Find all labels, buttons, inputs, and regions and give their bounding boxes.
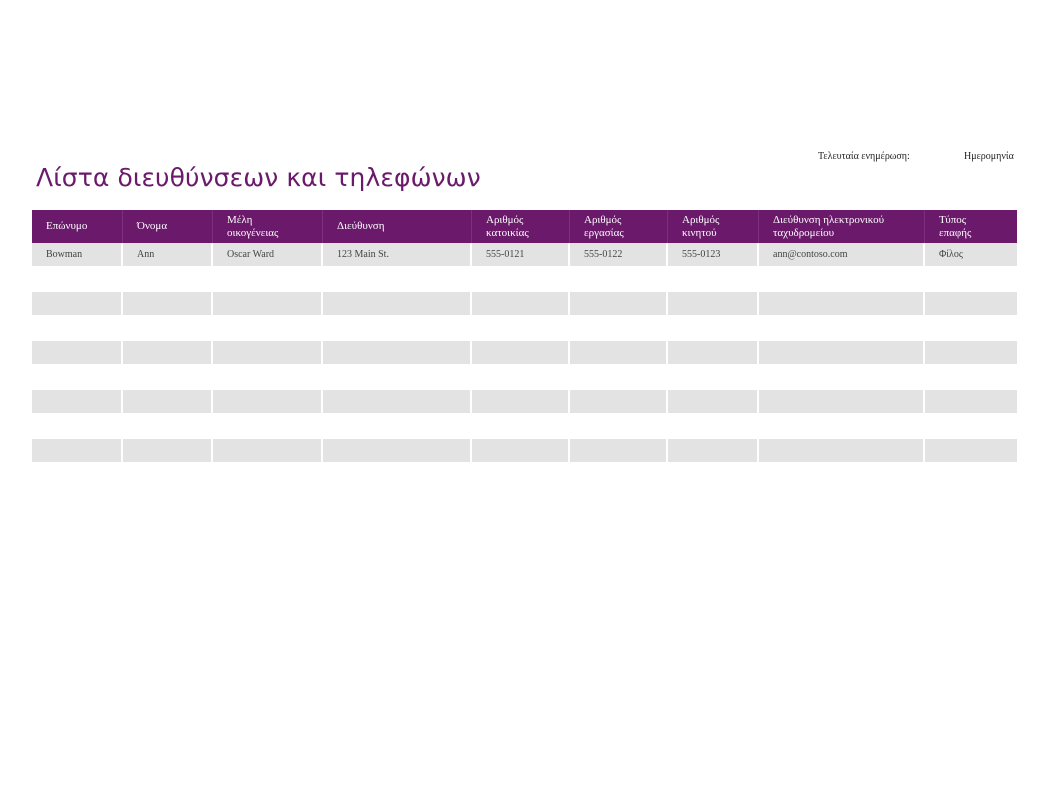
cell-email[interactable] [759,439,925,462]
cell-work-phone[interactable] [570,266,668,292]
cell-last-name[interactable] [32,341,123,364]
cell-address[interactable] [323,439,472,462]
cell-contact-type[interactable] [925,413,1017,439]
cell-address[interactable] [323,315,472,341]
cell-email[interactable] [759,413,925,439]
table-row [32,243,1017,266]
cell-work-phone[interactable] [570,315,668,341]
cell-work-phone[interactable]: 555-0122 [570,243,668,266]
cell-mobile-phone[interactable] [668,292,759,315]
cell-family-members[interactable] [213,439,323,462]
cell-first-name[interactable] [123,341,213,364]
cell-email[interactable] [759,266,925,292]
cell-contact-type[interactable] [925,364,1017,390]
cell-home-phone[interactable] [472,341,570,364]
cell-family-members[interactable] [213,266,323,292]
last-updated-date[interactable]: Ημερομηνία [964,151,1014,162]
cell-address[interactable] [323,390,472,413]
contacts-table [32,210,1017,462]
cell-last-name[interactable] [32,292,123,315]
cell-mobile-phone[interactable] [668,341,759,364]
cell-work-phone[interactable] [570,364,668,390]
cell-contact-type[interactable] [925,292,1017,315]
cell-email[interactable] [759,390,925,413]
cell-last-name[interactable] [32,439,123,462]
column-header-contact-type[interactable] [925,210,1017,243]
cell-contact-type[interactable] [925,341,1017,364]
cell-work-phone[interactable] [570,413,668,439]
cell-first-name[interactable] [123,364,213,390]
cell-family-members[interactable] [213,341,323,364]
table-header-row [32,210,1017,243]
cell-family-members[interactable] [213,292,323,315]
cell-mobile-phone[interactable] [668,315,759,341]
column-header-first-name[interactable] [123,210,213,243]
cell-last-name[interactable] [32,266,123,292]
column-header-home-phone[interactable] [472,210,570,243]
column-header-line1: Διεύθυνση [337,220,385,232]
cell-mobile-phone[interactable] [668,266,759,292]
cell-work-phone[interactable] [570,390,668,413]
cell-home-phone[interactable] [472,413,570,439]
table-row [32,413,1017,439]
table-row [32,292,1017,315]
cell-first-name[interactable]: Ann [123,243,213,266]
cell-first-name[interactable] [123,292,213,315]
column-header-line1: Μέλη [227,213,253,226]
cell-mobile-phone[interactable] [668,390,759,413]
cell-work-phone[interactable] [570,341,668,364]
cell-address[interactable] [323,413,472,439]
column-header-line1: Όνομα [137,220,168,232]
cell-email[interactable] [759,315,925,341]
cell-family-members[interactable] [213,413,323,439]
column-header-last-name[interactable] [32,210,123,243]
cell-first-name[interactable] [123,315,213,341]
cell-home-phone[interactable] [472,364,570,390]
column-header-line1: Αριθμός [682,213,720,226]
cell-family-members[interactable] [213,390,323,413]
cell-email[interactable] [759,364,925,390]
column-header-line2: εργασίας [584,226,624,239]
cell-home-phone[interactable] [472,390,570,413]
column-header-address[interactable] [323,210,472,243]
cell-contact-type[interactable] [925,390,1017,413]
table-row [32,364,1017,390]
cell-last-name[interactable] [32,364,123,390]
cell-email[interactable]: ann@contoso.com [759,243,925,266]
column-header-work-phone[interactable] [570,210,668,243]
cell-address[interactable] [323,364,472,390]
table-row [32,341,1017,364]
cell-family-members[interactable] [213,315,323,341]
column-header-line2: ταχυδρομείου [773,226,835,239]
column-header-mobile-phone[interactable] [668,210,759,243]
cell-address[interactable] [323,341,472,364]
cell-contact-type[interactable]: Φίλος [925,243,1017,266]
cell-email[interactable] [759,341,925,364]
cell-home-phone[interactable] [472,439,570,462]
table-row [32,315,1017,341]
cell-last-name[interactable]: Bowman [32,243,123,266]
cell-family-members[interactable]: Oscar Ward [213,243,323,266]
cell-last-name[interactable] [32,390,123,413]
cell-family-members[interactable] [213,364,323,390]
cell-mobile-phone[interactable]: 555-0123 [668,243,759,266]
column-header-line1: Επώνυμο [46,220,88,232]
column-header-line1: Αριθμός [486,213,524,226]
cell-last-name[interactable] [32,413,123,439]
column-header-line2: κατοικίας [486,226,529,239]
table-row [32,390,1017,413]
column-header-line1: Τύπος [939,213,967,226]
column-header-line1: Αριθμός [584,213,622,226]
cell-work-phone[interactable] [570,292,668,315]
table-row [32,439,1017,462]
page-title[interactable]: Λίστα διευθύνσεων και τηλεφώνων [36,163,481,192]
cell-contact-type[interactable] [925,439,1017,462]
column-header-family-members[interactable] [213,210,323,243]
table-row [32,266,1017,292]
cell-address[interactable] [323,266,472,292]
cell-first-name[interactable] [123,413,213,439]
cell-first-name[interactable] [123,439,213,462]
column-header-line1: Διεύθυνση ηλεκτρονικού [773,213,885,226]
cell-contact-type[interactable] [925,315,1017,341]
cell-home-phone[interactable]: 555-0121 [472,243,570,266]
cell-home-phone[interactable] [472,292,570,315]
cell-home-phone[interactable] [472,315,570,341]
cell-address[interactable] [323,292,472,315]
cell-email[interactable] [759,292,925,315]
cell-mobile-phone[interactable] [668,413,759,439]
column-header-line2: κινητού [682,226,717,239]
last-updated-label: Τελευταία ενημέρωση: [818,151,910,162]
cell-first-name[interactable] [123,390,213,413]
cell-mobile-phone[interactable] [668,439,759,462]
cell-home-phone[interactable] [472,266,570,292]
cell-address[interactable]: 123 Main St. [323,243,472,266]
cell-last-name[interactable] [32,315,123,341]
cell-first-name[interactable] [123,266,213,292]
cell-work-phone[interactable] [570,439,668,462]
cell-contact-type[interactable] [925,266,1017,292]
column-header-line2: επαφής [939,226,972,239]
column-header-email[interactable] [759,210,925,243]
cell-mobile-phone[interactable] [668,364,759,390]
column-header-line2: οικογένειας [227,226,279,239]
